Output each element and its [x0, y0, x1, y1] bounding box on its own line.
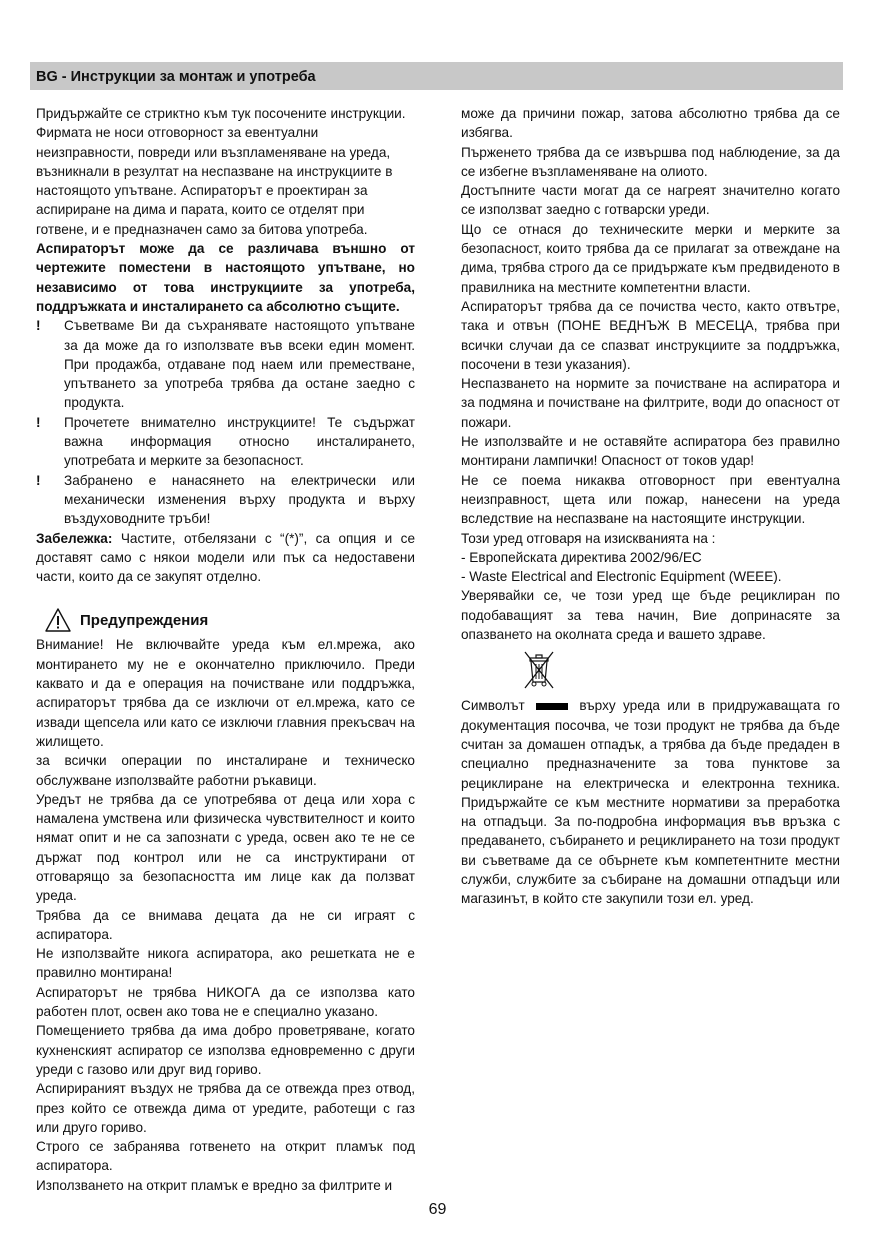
symbol-text: върху уреда или в придружаващата го документация посочва, че този продукт не трябва да бъде считан за домашен отпадък, а трябва да бъде предаден в специално предназначените за това пунктове за рециклиране на електрическа и електронна техника. Придържайте се към местните нормативи за преработка на отпадъци. За по-подробна информация във връзка с предаването, събирането и рециклирането на този продукт ви съветваме да се обърнете към компетентните местни служби, службите за събиране на домашни отпадъци или магазинът, в който сте закупили този ел. уред.: [461, 698, 840, 907]
bullet-text: Прочетете внимателно инструкциите! Те съдържат важна информация относно инсталирането, употребата и мерките за безопасност.: [64, 414, 415, 469]
intro-paragraph: Придържайте се стриктно към тук посочените инструкции. Фирмата не носи отговорност за евентуални неизправности, повреди или възпламеняване на уреда, възникнали в резултат на неспазване на инструкциите в настоящото упътване. Аспираторът е проектиран за аспириране на дима и парата, които се отделят при готвене, и е предназначен само за битова употреба.: [36, 106, 406, 237]
warning-paragraph: Не използвайте никога аспиратора, ако решетката не е правилно монтирана!: [36, 946, 415, 981]
body-paragraph: Аспираторът трябва да се почиства често, както отвътре, така и отвън (ПОНЕ ВЕДНЪЖ В МЕСЕЦА, трябва при всички случаи да се спазват инструкциите за поддръжка, посочени в тези указания).: [461, 298, 840, 372]
note-paragraph: [36, 529, 415, 587]
crossed-bin-icon: [519, 648, 559, 690]
black-bar-symbol: [536, 703, 568, 710]
page-number: 69: [428, 1201, 447, 1218]
symbol-paragraph: [461, 696, 840, 908]
body-paragraph: Пърженето трябва да се извършва под наблюдение, за да се избегне възпламеняване на олиото.: [461, 144, 840, 179]
body-paragraph: Уверявайки се, че този уред ще бъде рециклиран по подобаващият за тева начин, Вие допринасяте за опазването на околната среда и вашето здраве.: [461, 588, 840, 643]
warning-paragraph: Помещението трябва да има добро проветряване, когато кухненският аспиратор се използва едновременно с други уреди с газово или друг вид гориво.: [36, 1023, 415, 1077]
warnings-title: Предупреждения: [80, 611, 209, 629]
section-title: BG - Инструкции за монтаж и употреба: [36, 69, 316, 85]
bullet-text: Забранено е нанасянето на електрически или механически изменения върху продукта и върху въздуховодните тръби!: [64, 472, 415, 527]
warnings-heading: [36, 607, 415, 633]
warning-triangle-icon: [44, 607, 72, 633]
bold-notice: Аспираторът може да се различава външно от чертежите поместени в настоящото упътване, но независимо от това инструкциите за употреба, поддръжката и инсталирането са абсолютно същите.: [36, 241, 415, 314]
body-paragraph: Не се поема никаква отговорност при евентуална неизправност, щета или пожар, нанесени на уреда вследствие на неспазване на настоящите инструкции.: [461, 472, 840, 527]
warning-paragraph: Използването на открит пламък е вредно за филтрите и: [36, 1177, 393, 1193]
warning-paragraph: Аспираторът не трябва НИКОГА да се използва като работен плот, освен ако това не е специално указано.: [36, 984, 415, 1020]
left-column: [36, 104, 415, 1195]
body-paragraph: Този уред отговаря на изискванията на :: [461, 530, 716, 546]
warning-paragraph: за всички операции по инсталиране и техническо обслужване използвайте работни ръкавици.: [36, 753, 415, 788]
exclamation-icon: !: [36, 318, 41, 334]
symbol-prefix: Символът: [461, 698, 525, 714]
bullet-item: [36, 471, 415, 529]
section-header: [30, 62, 843, 90]
weee-symbol-block: [461, 648, 840, 692]
body-paragraph: Достъпните части могат да се нагреят значително когато се използват заедно с готварски уреди.: [461, 183, 840, 218]
bullet-text: Съветваме Ви да съхранявате настоящото упътване за да може да го използвате във всеки един момент. При продажба, отдаване под наем или преместване, упътването за употреба трябва да остане заедно с продукта.: [64, 318, 415, 411]
body-paragraph: Що се отнася до техническите мерки и мерките за безопасност, които трябва да се прилагат за отвеждане на дима, трябва строго да се придържате към предвиденото в правилника на местните компетентни власти.: [461, 221, 840, 295]
body-paragraph: - Европейската директива 2002/96/ЕС: [461, 549, 702, 565]
body-paragraph: Не използвайте и не оставяйте аспиратора без правилно монтирани лампички! Опасност от токов удар!: [461, 434, 840, 469]
warning-paragraph: Внимание! Не включвайте уреда към ел.мрежа, ако монтирането му не е окончателно приключило. Преди каквато и да е операция на почистване или поддръжка, аспираторът трябва да се изключи от ел.мрежа, като се извади щепсела или като се изключи главния прекъсвач на жилището.: [36, 637, 415, 749]
warning-paragraph: Трябва да се внимава децата да не си играят с аспиратора.: [36, 907, 415, 942]
note-text: Частите, отбелязани с “(*)”, са опция и се доставят само с някои модели или пък са недоставени части, които да се закупят отделно.: [36, 530, 415, 585]
exclamation-icon: !: [36, 414, 41, 430]
warning-paragraph: Аспирираният въздух не трябва да се отвежда през отвод, през който се отвежда дима от уредите, работещи с газ или друго гориво.: [36, 1081, 415, 1135]
warning-paragraph: Уредът не трябва да се употребява от деца или хора с намалена умствена или физическа чувствителност и които нямат опит и не са запознати с уреда, освен ако те не се държат под контрол или не са инструктирани от отговарящо за безопасността им лице как да ползват уреда.: [36, 791, 415, 904]
exclamation-icon: !: [36, 472, 41, 488]
bullet-item: [36, 316, 415, 412]
body-paragraph: - Waste Electrical and Electronic Equipment (WEEE).: [461, 569, 782, 585]
right-column: [461, 104, 840, 909]
body-paragraph: може да причини пожар, затова абсолютно трябва да се избягва.: [461, 106, 840, 141]
body-paragraph: Неспазването на нормите за почистване на аспиратора и за подмяна и почистване на филтрите, води до опасност от пожари.: [461, 376, 840, 430]
note-label: Забележка:: [36, 530, 113, 546]
bullet-item: [36, 413, 415, 471]
warning-paragraph: Строго се забранява готвенето на открит пламък под аспиратора.: [36, 1139, 415, 1174]
